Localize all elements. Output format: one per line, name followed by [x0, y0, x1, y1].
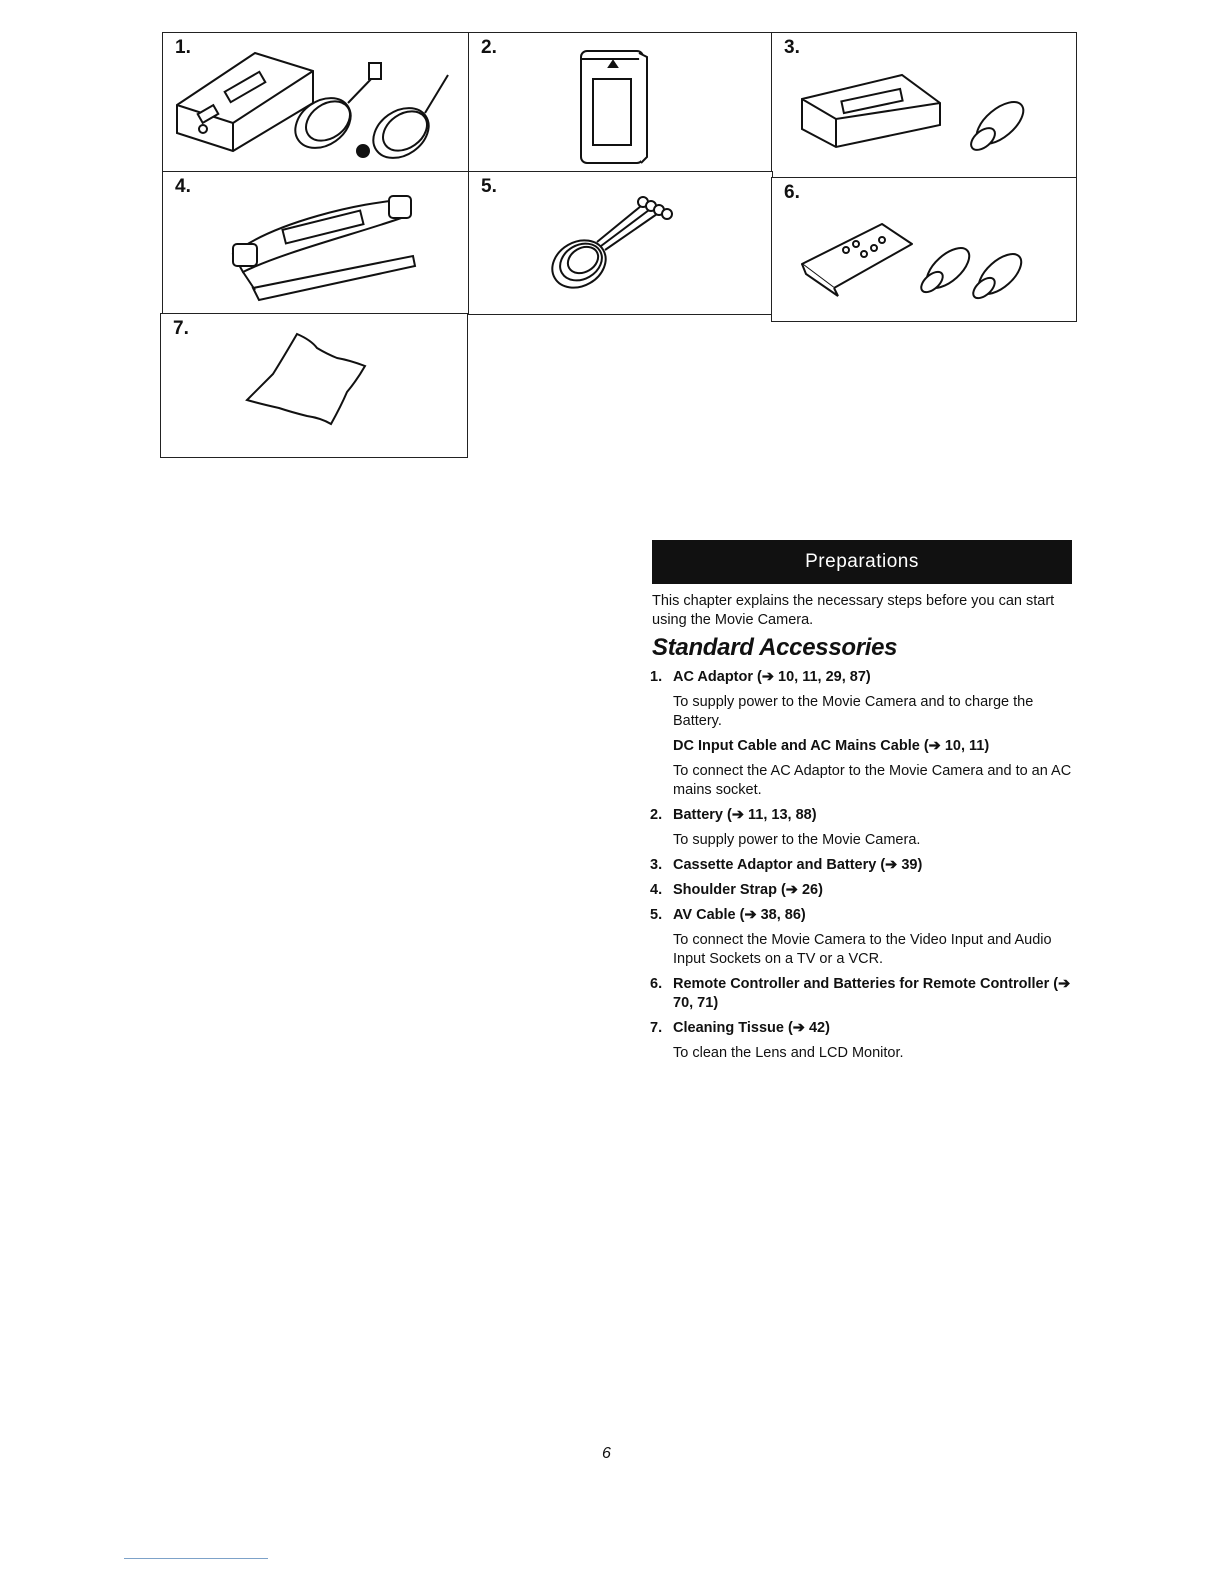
item-title: Cleaning Tissue (➔ 42) — [673, 1020, 830, 1036]
item-number: 4. — [650, 882, 663, 898]
list-item — [650, 975, 1080, 1013]
item-description: To supply power to the Movie Camera and to charge the Battery. — [673, 694, 1034, 729]
list-item — [650, 881, 1080, 900]
figure-cell-battery — [468, 32, 773, 173]
item-title: Cassette Adaptor and Battery (➔ 39) — [673, 857, 923, 873]
item-sub-description: To connect the AC Adaptor to the Movie Camera and to an AC mains socket. — [673, 763, 1072, 798]
shoulder-strap-illustration — [163, 172, 469, 314]
list-item — [650, 806, 1080, 850]
accessory-list — [650, 668, 1080, 1069]
item-number: 7. — [650, 1020, 663, 1036]
item-title: Shoulder Strap (➔ 26) — [673, 882, 823, 898]
item-number: 6. — [650, 976, 663, 992]
item-description: To supply power to the Movie Camera. — [673, 832, 921, 848]
item-number: 3. — [650, 857, 663, 873]
item-title: Remote Controller and Batteries for Remote Controller (➔ 70, 71) — [673, 976, 1071, 1011]
cleaning-tissue-illustration — [161, 314, 467, 457]
item-number: 2. — [650, 807, 663, 823]
figure-number: 6. — [784, 182, 800, 203]
figure-number: 4. — [175, 176, 191, 197]
footer-divider — [124, 1558, 268, 1559]
chapter-intro-text: This chapter explains the necessary steps before you can start using the Movie Camera. — [652, 593, 1055, 628]
cassette-adaptor-illustration — [772, 33, 1076, 178]
item-title: AV Cable (➔ 38, 86) — [673, 907, 806, 923]
figure-cell-ac-adaptor — [162, 32, 470, 173]
figure-number: 1. — [175, 37, 191, 58]
figure-number: 3. — [784, 37, 800, 58]
figure-cell-cleaning-tissue — [160, 313, 468, 458]
list-item — [650, 856, 1080, 875]
av-cable-illustration — [469, 172, 772, 314]
list-item — [650, 1019, 1080, 1063]
list-item — [650, 668, 1080, 800]
figure-cell-shoulder-strap — [162, 171, 470, 315]
list-item — [650, 906, 1080, 969]
item-title: AC Adaptor (➔ 10, 11, 29, 87) — [673, 669, 871, 685]
ac-adaptor-illustration — [163, 33, 469, 172]
figure-number: 2. — [481, 37, 497, 58]
remote-controller-illustration — [772, 178, 1076, 321]
figure-cell-av-cable — [468, 171, 773, 315]
battery-illustration — [469, 33, 772, 172]
accessory-figure-grid — [160, 30, 1076, 458]
item-subtitle: DC Input Cable and AC Mains Cable (➔ 10, 11) — [673, 738, 990, 754]
figure-cell-remote-controller — [771, 177, 1077, 322]
figure-number: 7. — [173, 318, 189, 339]
item-description: To connect the Movie Camera to the Video Input and Audio Input Sockets on a TV or a VCR. — [673, 932, 1052, 967]
section-title: Standard Accessories — [652, 634, 898, 661]
item-number: 5. — [650, 907, 663, 923]
item-number: 1. — [650, 669, 663, 685]
item-title: Battery (➔ 11, 13, 88) — [673, 807, 817, 823]
figure-number: 5. — [481, 176, 497, 197]
chapter-header-bar: Preparations — [652, 540, 1072, 584]
figure-cell-cassette-adaptor — [771, 32, 1077, 179]
item-description: To clean the Lens and LCD Monitor. — [673, 1045, 904, 1061]
page-number: 6 — [602, 1445, 611, 1462]
